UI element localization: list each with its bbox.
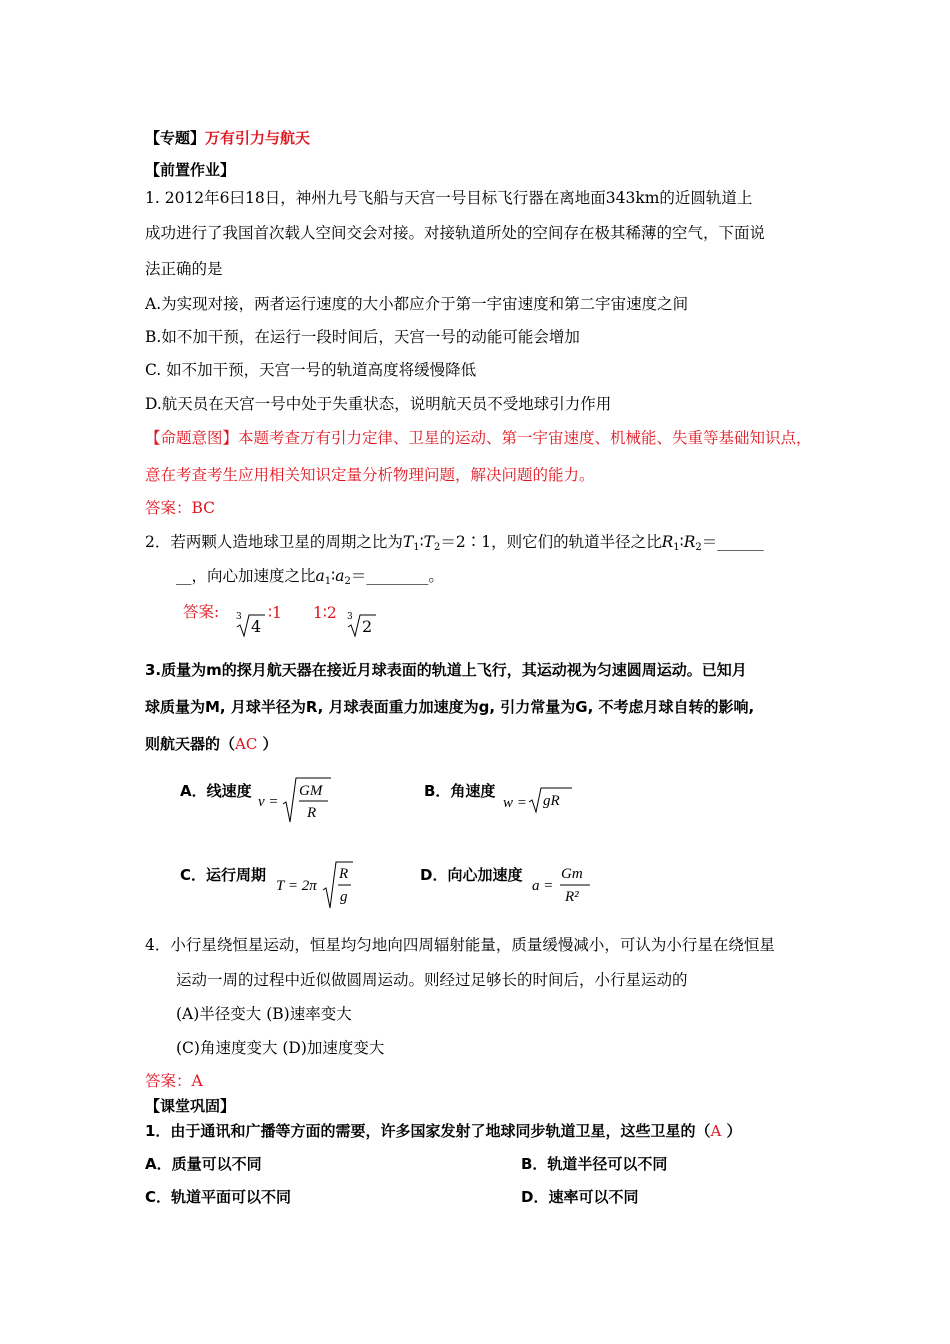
c1-suffix: ） <box>721 1122 742 1140</box>
q3-line1: 3.质量为m的探月航天器在接近月球表面的轨道上飞行，其运动视为匀速圆周运动。已知月 <box>145 661 747 679</box>
q1-intent-line2: 意在考查考生应用相关知识定量分析物理问题，解决问题的能力。 <box>145 466 595 484</box>
q3-b-radicand: gR <box>543 793 560 809</box>
q3-d-numerator: Gm <box>561 866 583 882</box>
q2-t1-sub: 1 <box>413 542 420 553</box>
q3-line2: 球质量为M, 月球半径为R, 月球表面重力加速度为g, 引力常量为G, 不考虑月球自转的影响, <box>145 698 755 716</box>
q1-line2: 成功进行了我国首次载人空间交会对接。对接轨道所处的空间存在极其稀薄的空气，下面说 <box>145 224 766 242</box>
q3-d-denominator: R² <box>565 889 579 905</box>
c1-option-a: A．质量可以不同 <box>145 1155 262 1173</box>
q2-line2-text: __，向心加速度之比 <box>176 567 316 585</box>
q4-line1: 4．小行星绕恒星运动，恒星均匀地向四周辐射能量，质量缓慢减小，可认为小行星在绕恒星 <box>145 936 775 954</box>
q2-blank1: ＝______ <box>701 533 764 551</box>
q1-intent-line1: 【命题意图】本题考查万有引力定律、卫星的运动、第一宇宙速度、机械能、失重等基础知识点， <box>145 429 812 447</box>
q4-line2: 运动一周的过程中近似做圆周运动。则经过足够长的时间后，小行星运动的 <box>176 971 688 989</box>
q3-option-d-formula <box>558 864 594 908</box>
q2-cube-root-2 <box>345 611 377 639</box>
topic-line <box>145 128 310 148</box>
q3-line3-suffix: ） <box>257 735 278 753</box>
q1-option-c: C. 如不加干预，天宫一号的轨道高度将缓慢降低 <box>145 361 477 379</box>
q3-c-denominator: g <box>340 889 348 905</box>
q3-c-numerator: R <box>339 866 349 882</box>
q3-option-b-lhs: w = <box>503 795 527 811</box>
q2-t1: T <box>402 533 414 551</box>
q2-ratio: ＝2∶1，则它们的轨道半径之比 <box>440 533 662 551</box>
q1-line1: 1. 2012年6曰18日，神州九号飞船与天宫一号目标飞行器在离地面343km的近圆轨道上 <box>145 189 753 207</box>
q2-r1-sub: 1 <box>673 542 680 553</box>
q4-answer: 答案：A <box>145 1072 203 1090</box>
q3-line3-prefix: 则航天器的（ <box>145 735 236 753</box>
q3-option-d-lhs: a = <box>532 878 554 894</box>
q2-a1-sub: 1 <box>324 576 332 587</box>
c1-answer: A <box>710 1122 722 1140</box>
q3-option-b-label: B．角速度 <box>424 782 496 800</box>
q2-r1: R <box>661 533 674 551</box>
q2-blank2: ＝________。 <box>350 567 444 585</box>
q3-option-a-formula <box>282 776 332 824</box>
q1-option-b: B.如不加干预，在运行一段时间后，天宫一号的动能可能会增加 <box>145 328 580 346</box>
q2-line2 <box>176 566 444 592</box>
q1-option-d: D.航天员在天宫一号中处于失重状态，说明航天员不受地球引力作用 <box>145 395 612 413</box>
q4-options-row1: (A)半径变大 (B)速率变大 <box>176 1005 352 1023</box>
q2-answer-label: 答案: <box>183 603 220 621</box>
q3-option-b-formula <box>528 786 574 814</box>
q2-a2: a <box>335 567 345 585</box>
topic-bracket: 【专题】 <box>145 129 206 147</box>
c1-option-d: D．速率可以不同 <box>521 1188 639 1206</box>
q2-colon3: ∶ <box>331 567 336 585</box>
q2-a1: a <box>315 567 325 585</box>
radical-sign-icon <box>322 860 354 910</box>
q1-line3: 法正确的是 <box>145 260 223 278</box>
q2-line1 <box>145 532 764 558</box>
q2-prefix: 2．若两颗人造地球卫星的周期之比为 <box>145 533 403 551</box>
q2-t2-sub: 2 <box>433 542 441 553</box>
q3-a-numerator: GM <box>299 783 323 799</box>
q2-cube-root-4 <box>234 611 266 639</box>
q3-option-c-formula <box>322 860 354 910</box>
c1-option-c: C．轨道平面可以不同 <box>145 1188 292 1206</box>
q3-option-a-lhs: v = <box>258 794 279 810</box>
q2-r2-sub: 2 <box>695 542 702 553</box>
root-value: 2 <box>362 617 373 636</box>
q2-t2: T <box>423 533 434 551</box>
c1-option-b: B．轨道半径可以不同 <box>521 1155 668 1173</box>
q3-line3 <box>145 734 278 754</box>
q3-option-c-label: C．运行周期 <box>180 866 267 884</box>
q2-answer-part2: 1∶2 <box>313 604 337 622</box>
root-index: 3 <box>236 612 242 622</box>
pre-section-heading: 【前置作业】 <box>145 161 236 179</box>
q2-r2: R <box>683 533 696 551</box>
q3-a-denominator: R <box>307 805 317 821</box>
q3-option-d-label: D．向心加速度 <box>420 866 523 884</box>
q3-option-c-lhs: T = 2π <box>276 878 317 894</box>
c1-prefix: 1．由于通讯和广播等方面的需要，许多国家发射了地球同步轨道卫星，这些卫星的（ <box>145 1122 711 1140</box>
q3-answer: AC <box>235 735 258 753</box>
q4-options-row2: (C)角速度变大 (D)加速度变大 <box>176 1039 385 1057</box>
root-index: 3 <box>347 612 353 622</box>
root-value: 4 <box>251 617 262 636</box>
q1-option-a: A.为实现对接，两者运行速度的大小都应介于第一宇宙速度和第二宇宙速度之间 <box>145 295 689 313</box>
q1-answer: 答案：BC <box>145 499 216 517</box>
q2-answer-part1: ∶1 <box>268 604 282 622</box>
q3-option-a-label: A．线速度 <box>180 782 252 800</box>
c1-line1 <box>145 1121 742 1141</box>
q2-colon2: ∶ <box>679 533 684 551</box>
q2-a2-sub: 2 <box>344 576 351 587</box>
class-section-heading: 【课堂巩固】 <box>145 1097 236 1115</box>
q2-colon1: ∶ <box>419 533 424 551</box>
topic-title: 万有引力与航天 <box>205 129 311 147</box>
